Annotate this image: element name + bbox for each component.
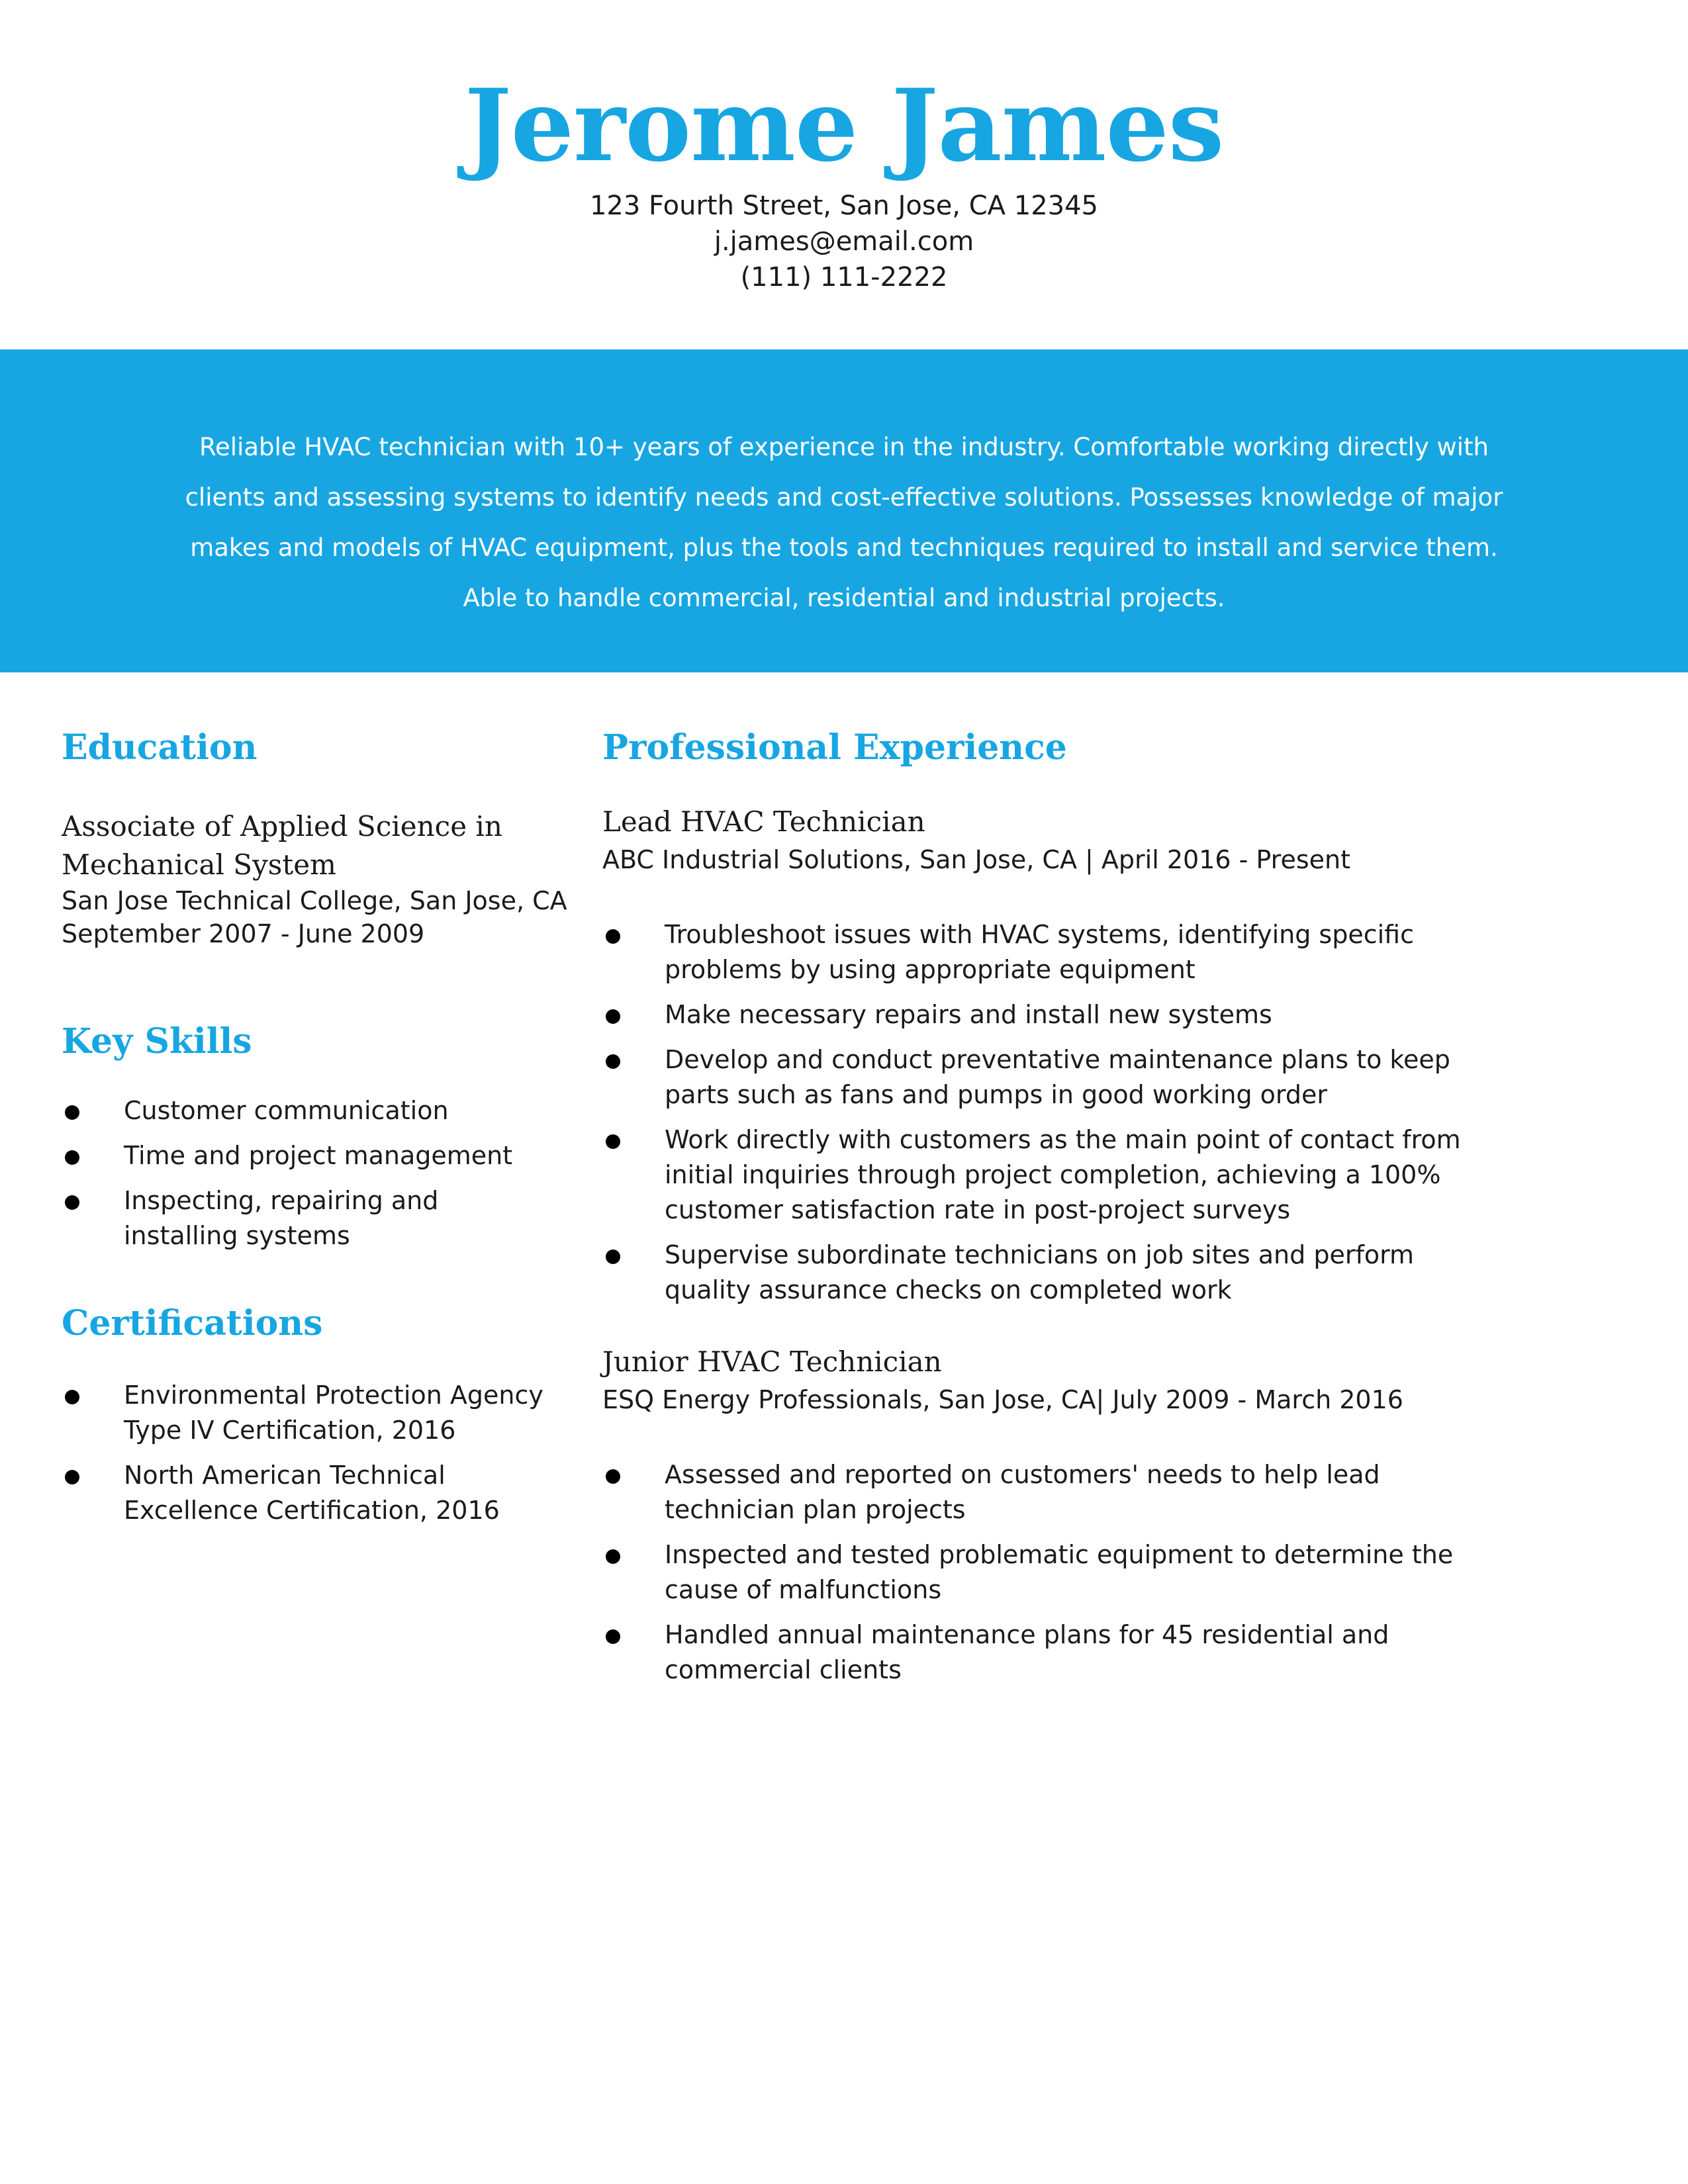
bullet-icon [65, 1105, 79, 1120]
bullet-icon [606, 1054, 620, 1069]
list-item: Work directly with customers as the main point of contact from initial inquiries through project completion, achieving a 100% customer satisfaction rate in post-project surveys [602, 1122, 1483, 1228]
list-item: Time and project management [62, 1138, 551, 1173]
bullet-icon [606, 1469, 620, 1484]
bullet-icon [65, 1195, 79, 1210]
candidate-name: Jerome James [464, 68, 1224, 184]
certifications-section [62, 1297, 551, 1528]
bullet-icon [606, 929, 620, 944]
certifications-heading: Certifications [62, 1303, 323, 1343]
bullet-icon [65, 1150, 79, 1165]
address-line: 123 Fourth Street, San Jose, CA 12345 [589, 191, 1098, 221]
skills-list [62, 1093, 551, 1253]
job-entry-lead [602, 802, 1483, 1308]
job-bullets [602, 1457, 1483, 1688]
list-item: Make necessary repairs and install new systems [602, 997, 1483, 1032]
bullet-icon [606, 1009, 620, 1024]
skills-heading: Key Skills [62, 1021, 252, 1062]
job-meta: ABC Industrial Solutions, San Jose, CA | April 2016 - Present [602, 845, 1350, 874]
education-heading: Education [62, 727, 258, 768]
certifications-list [62, 1378, 551, 1528]
list-item: Handled annual maintenance plans for 45 residential and commercial clients [602, 1617, 1483, 1688]
job-title: Junior HVAC Technician [602, 1345, 942, 1378]
bullet-icon [606, 1549, 620, 1564]
list-item: Inspecting, repairing and installing systems [62, 1183, 551, 1253]
list-item: Environmental Protection Agency Type IV Certification, 2016 [62, 1378, 551, 1448]
education-section [62, 721, 567, 950]
list-item: Troubleshoot issues with HVAC systems, identifying specific problems by using appropriate equipment [602, 917, 1483, 987]
education-dates: September 2007 - June 2009 [62, 919, 425, 948]
list-item: North American Technical Excellence Certification, 2016 [62, 1458, 551, 1528]
bullet-icon [606, 1250, 620, 1264]
job-title: Lead HVAC Technician [602, 805, 925, 838]
resume-header [0, 0, 1688, 349]
job-bullets [602, 917, 1483, 1308]
list-item: Inspected and tested problematic equipment to determine the cause of malfunctions [602, 1537, 1483, 1608]
education-degree: Associate of Applied Science in Mechanical System [62, 810, 502, 881]
left-column [62, 721, 567, 1538]
job-entry-junior [602, 1342, 1483, 1688]
bullet-icon [606, 1134, 620, 1149]
right-column [602, 721, 1483, 1698]
list-item: Supervise subordinate technicians on job sites and perform quality assurance checks on completed work [602, 1238, 1483, 1308]
summary-text: Reliable HVAC technician with 10+ years of experience in the industry. Comfortable working directly with clients and assessing systems to identify needs and cost-effective solutions. Possesses knowledge of major makes and models of HVAC equipment, plus the tools and techniques required to install and service them. Able to handle commercial, residential and industrial projects. [185, 433, 1503, 612]
contact-info [0, 188, 1688, 295]
education-school: San Jose Technical College, San Jose, CA [62, 886, 567, 915]
summary-band [0, 349, 1688, 672]
list-item: Develop and conduct preventative maintenance plans to keep parts such as fans and pumps in good working order [602, 1042, 1483, 1113]
experience-heading: Professional Experience [602, 727, 1067, 768]
job-meta: ESQ Energy Professionals, San Jose, CA| July 2009 - March 2016 [602, 1385, 1403, 1414]
bullet-icon [65, 1390, 79, 1404]
list-item: Customer communication [62, 1093, 551, 1128]
email-line: j.james@email.com [714, 226, 974, 257]
phone-line: (111) 111-2222 [740, 262, 948, 293]
skills-section [62, 1015, 551, 1253]
bullet-icon [606, 1629, 620, 1644]
list-item: Assessed and reported on customers' needs to help lead technician plan projects [602, 1457, 1483, 1527]
bullet-icon [65, 1470, 79, 1484]
